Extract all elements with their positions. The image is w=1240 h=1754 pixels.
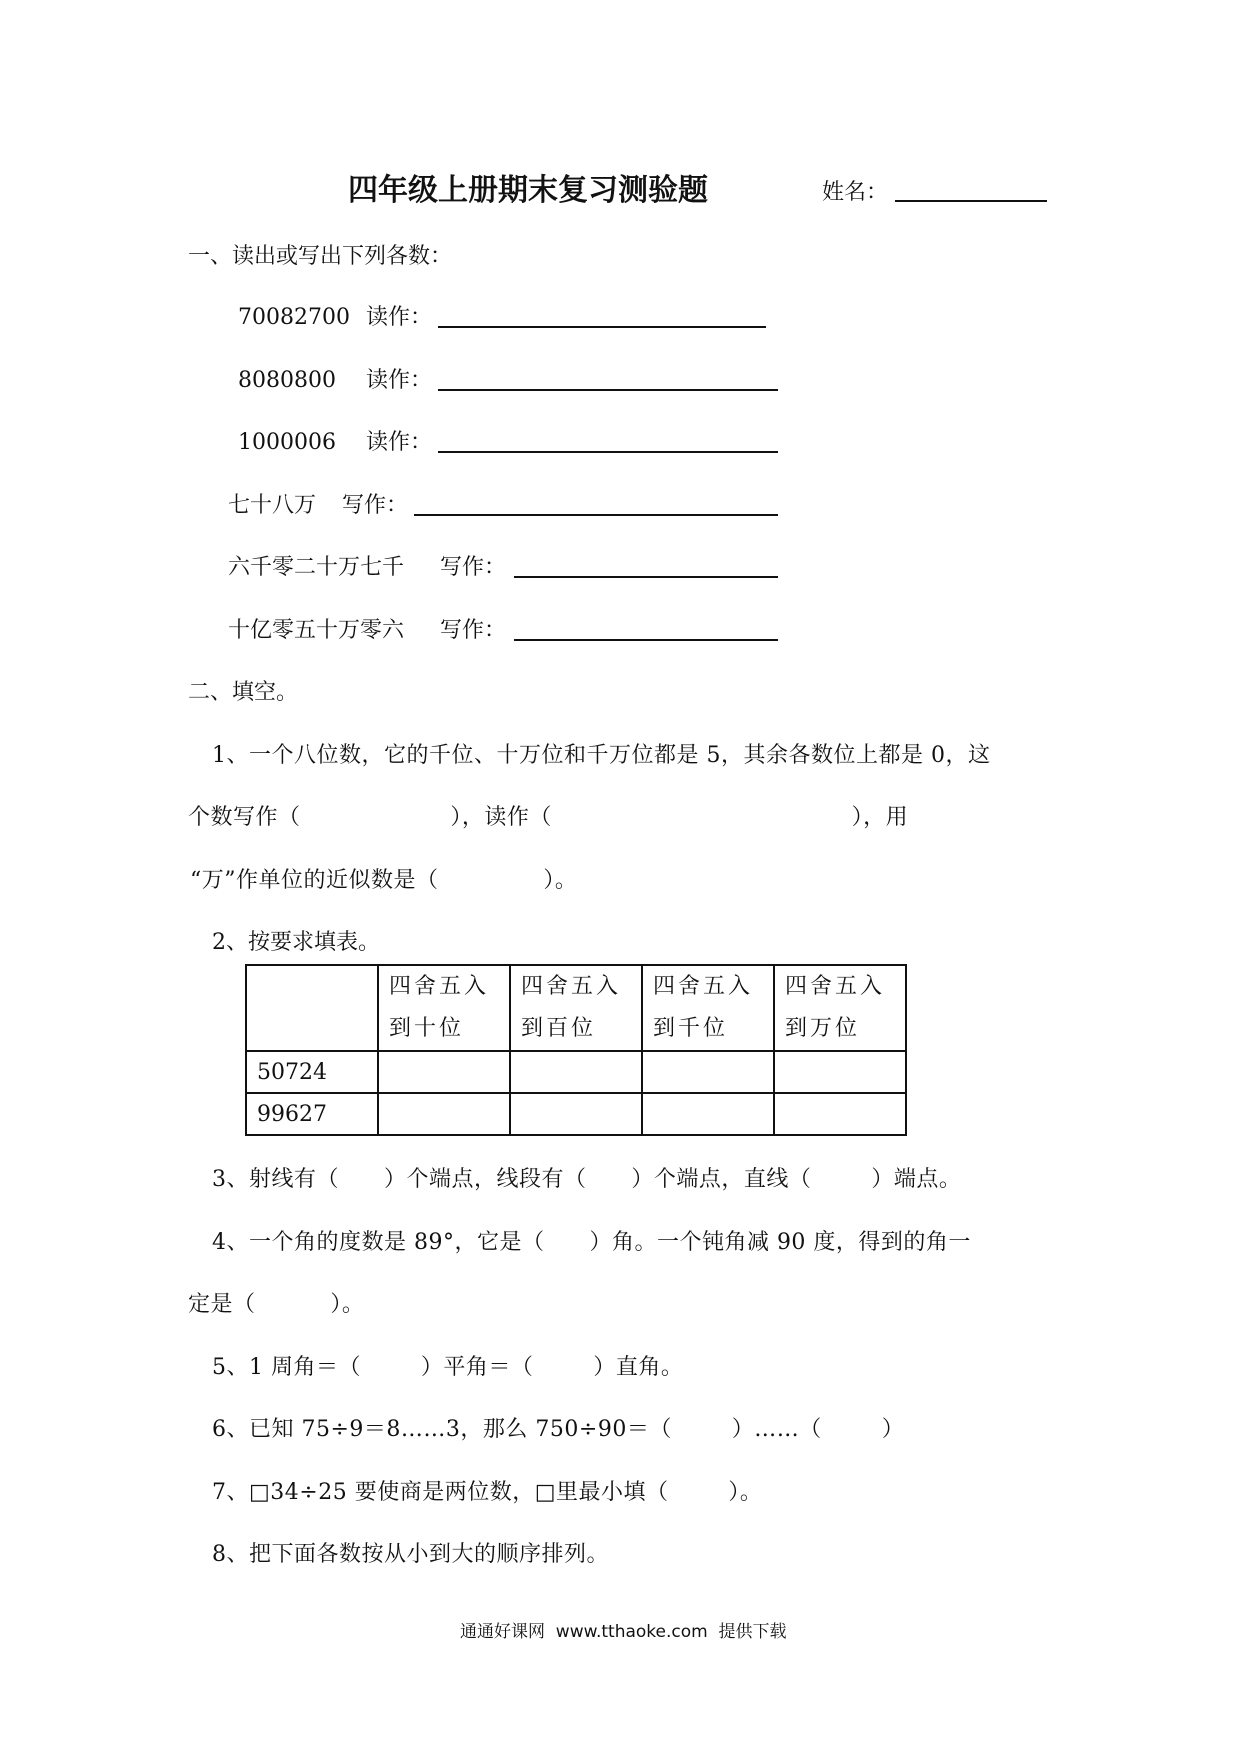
item2-label: 读作：: [366, 368, 433, 393]
item1-label: 读作：: [366, 305, 433, 330]
table-answer-cell[interactable]: [774, 1051, 906, 1093]
q7-text: 7、□34÷25 要使商是两位数，□里最小填（ ）。: [212, 1480, 763, 1505]
item4-number: 七十八万: [228, 493, 317, 518]
q8-text: 8、把下面各数按从小到大的顺序排列。: [212, 1542, 609, 1567]
q4-line1: 4、一个角的度数是 89°，它是（ ）角。一个钝角减 90 度，得到的角一: [212, 1230, 971, 1255]
item6-label: 写作：: [440, 618, 507, 643]
footer-source: 通通好课网 www.tthaoke.com 提供下载: [460, 1622, 787, 1642]
header-line1: 四舍五入: [653, 974, 754, 999]
table-answer-cell[interactable]: [774, 1093, 906, 1135]
table-answer-cell[interactable]: [510, 1051, 642, 1093]
header-line1: 四舍五入: [521, 974, 622, 999]
table-row-label: 99627: [246, 1093, 378, 1135]
header-line2: 到十位: [389, 1016, 465, 1041]
header-line1: 四舍五入: [785, 974, 886, 999]
header-line2: 到千位: [653, 1016, 729, 1041]
table-corner-cell: [246, 965, 378, 1051]
table-row-label: 50724: [246, 1051, 378, 1093]
item5-answer-line[interactable]: [514, 576, 778, 578]
q1-line2: 个数写作（ ），读作（ ），用: [188, 805, 909, 830]
item3-number: 1000006: [238, 430, 336, 455]
item1-answer-line[interactable]: [438, 326, 766, 328]
item3-answer-line[interactable]: [438, 451, 778, 453]
q1-line1: 1、一个八位数，它的千位、十万位和千万位都是 5，其余各数位上都是 0，这: [212, 743, 991, 768]
section1-heading: 一、读出或写出下列各数：: [188, 244, 453, 269]
q5-text: 5、1 周角＝（ ）平角＝（ ）直角。: [212, 1355, 684, 1380]
name-blank-line[interactable]: [895, 200, 1047, 202]
header-line2: 到万位: [785, 1016, 861, 1041]
header-line2: 到百位: [521, 1016, 597, 1041]
item2-answer-line[interactable]: [438, 389, 778, 391]
q4-line2: 定是（ ）。: [188, 1292, 365, 1317]
item6-number: 十亿零五十万零六: [228, 618, 405, 643]
item4-answer-line[interactable]: [414, 514, 778, 516]
item3-label: 读作：: [366, 430, 433, 455]
item4-label: 写作：: [342, 493, 409, 518]
table-header-hundreds: [510, 965, 642, 1051]
item2-number: 8080800: [238, 368, 336, 393]
table-answer-cell[interactable]: [378, 1051, 510, 1093]
item6-answer-line[interactable]: [514, 639, 778, 641]
rounding-table: [245, 964, 907, 1136]
table-header-thousands: [642, 965, 774, 1051]
name-label: 姓名：: [822, 180, 889, 205]
table-answer-cell[interactable]: [378, 1093, 510, 1135]
table-answer-cell[interactable]: [510, 1093, 642, 1135]
item5-number: 六千零二十万七千: [228, 555, 405, 580]
header-line1: 四舍五入: [389, 974, 490, 999]
table-answer-cell[interactable]: [642, 1051, 774, 1093]
section2-heading: 二、填空。: [188, 680, 299, 705]
table-answer-cell[interactable]: [642, 1093, 774, 1135]
q2-text: 2、按要求填表。: [212, 930, 380, 955]
page-title: 四年级上册期末复习测验题: [348, 173, 708, 208]
item1-number: 70082700: [238, 305, 350, 330]
q1-line3: “万”作单位的近似数是（ ）。: [190, 868, 578, 893]
q3-text: 3、射线有（ ）个端点，线段有（ ）个端点，直线（ ）端点。: [212, 1167, 962, 1192]
table-header-tens: [378, 965, 510, 1051]
item5-label: 写作：: [440, 555, 507, 580]
q6-text: 6、已知 75÷9＝8……3，那么 750÷90＝（ ）……（ ）: [212, 1417, 905, 1442]
table-header-ten-thousands: [774, 965, 906, 1051]
